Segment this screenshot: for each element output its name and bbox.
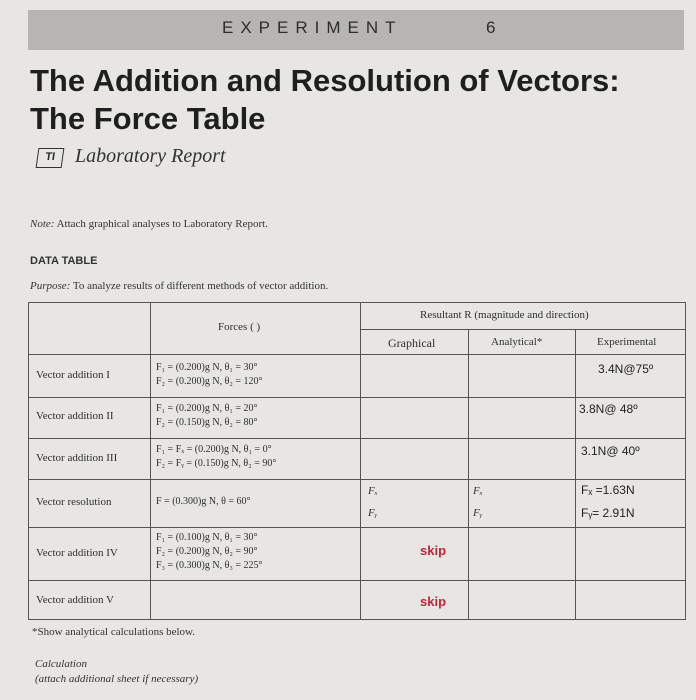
table-row-line <box>28 438 686 439</box>
col-analytical: Analytical* <box>491 336 543 348</box>
force-line: F₃ = (0.300)g N, θ₃ = 225° <box>156 560 263 571</box>
col-graphical: Graphical <box>388 336 436 350</box>
table-row-line <box>28 479 686 480</box>
table-col-line <box>575 329 576 620</box>
subtitle: Laboratory Report <box>75 145 226 167</box>
row-label: Vector addition V <box>36 594 115 606</box>
table-subheader-line <box>360 329 686 330</box>
experimental-value: 3.8N@ 48º <box>579 402 638 416</box>
calculation-note: (attach additional sheet if necessary) <box>35 673 199 685</box>
data-table <box>28 302 686 620</box>
col-experimental: Experimental <box>597 336 657 348</box>
table-border-bottom <box>28 619 686 620</box>
forces-header: Forces ( ) <box>218 321 261 333</box>
analytical-skip: skip <box>420 594 447 609</box>
row-label: Vector addition IV <box>36 547 118 559</box>
experiment-word: EXPERIMENT <box>222 18 403 37</box>
experiment-number: 6 <box>486 18 496 37</box>
force-line: F₁ = (0.200)g N, θ₁ = 20° <box>156 403 258 414</box>
row-label: Vector addition II <box>36 410 114 422</box>
table-col-line <box>150 302 151 620</box>
calculation-label: Calculation <box>35 658 87 670</box>
analytical-fx: Fₓ <box>473 485 483 497</box>
analytical-skip: skip <box>420 543 447 558</box>
force-line: F₂ = Fᵧ = (0.150)g N, θ₂ = 90° <box>156 458 277 469</box>
data-table-label: DATA TABLE <box>30 255 98 267</box>
experimental-fx: Fₓ =1.63N <box>581 483 635 497</box>
table-col-line <box>360 302 361 620</box>
force-line: F₂ = (0.200)g N, θ₂ = 120° <box>156 376 263 387</box>
force-line: F₁ = (0.100)g N, θ₁ = 30° <box>156 532 258 543</box>
note-label: Note: <box>30 218 55 230</box>
analytical-fy: Fᵧ <box>473 507 483 519</box>
purpose-text: To analyze results of different methods of vector addition. <box>70 280 329 292</box>
table-row-line <box>28 397 686 398</box>
purpose-label: Purpose: <box>30 280 71 292</box>
note <box>30 218 268 230</box>
table-border-right <box>685 302 686 620</box>
graphical-fy: Fᵧ <box>368 507 378 519</box>
ti-badge-icon: TI <box>36 148 65 168</box>
experimental-fy: Fᵧ= 2.91N <box>581 506 635 520</box>
force-line: F₂ = (0.150)g N, θ₂ = 80° <box>156 417 258 428</box>
force-line: F = (0.300)g N, θ = 60° <box>156 496 251 507</box>
force-line: F₂ = (0.200)g N, θ₂ = 90° <box>156 546 258 557</box>
force-line: F₁ = Fₓ = (0.200)g N, θ₁ = 0° <box>156 444 272 455</box>
experimental-value: 3.1N@ 40º <box>581 444 640 458</box>
purpose <box>30 280 328 292</box>
table-row-line <box>28 580 686 581</box>
row-label: Vector addition I <box>36 369 110 381</box>
force-line: F₁ = (0.200)g N, θ₁ = 30° <box>156 362 258 373</box>
note-text: Attach graphical analyses to Laboratory Report. <box>54 218 268 230</box>
row-label: Vector resolution <box>36 496 112 508</box>
table-border-top <box>28 302 686 303</box>
resultant-header: Resultant R (magnitude and direction) <box>420 309 589 321</box>
experimental-value: 3.4N@75º <box>598 362 654 376</box>
table-header-line <box>28 354 686 355</box>
page-title: The Addition and Resolution of Vectors: The Force Table <box>30 63 620 136</box>
table-border-left <box>28 302 29 620</box>
graphical-fx: Fₓ <box>368 485 378 497</box>
calculation-section <box>35 657 198 687</box>
footnote: *Show analytical calculations below. <box>32 626 196 638</box>
row-label: Vector addition III <box>36 452 118 464</box>
table-col-line <box>468 329 469 620</box>
table-row-line <box>28 527 686 528</box>
